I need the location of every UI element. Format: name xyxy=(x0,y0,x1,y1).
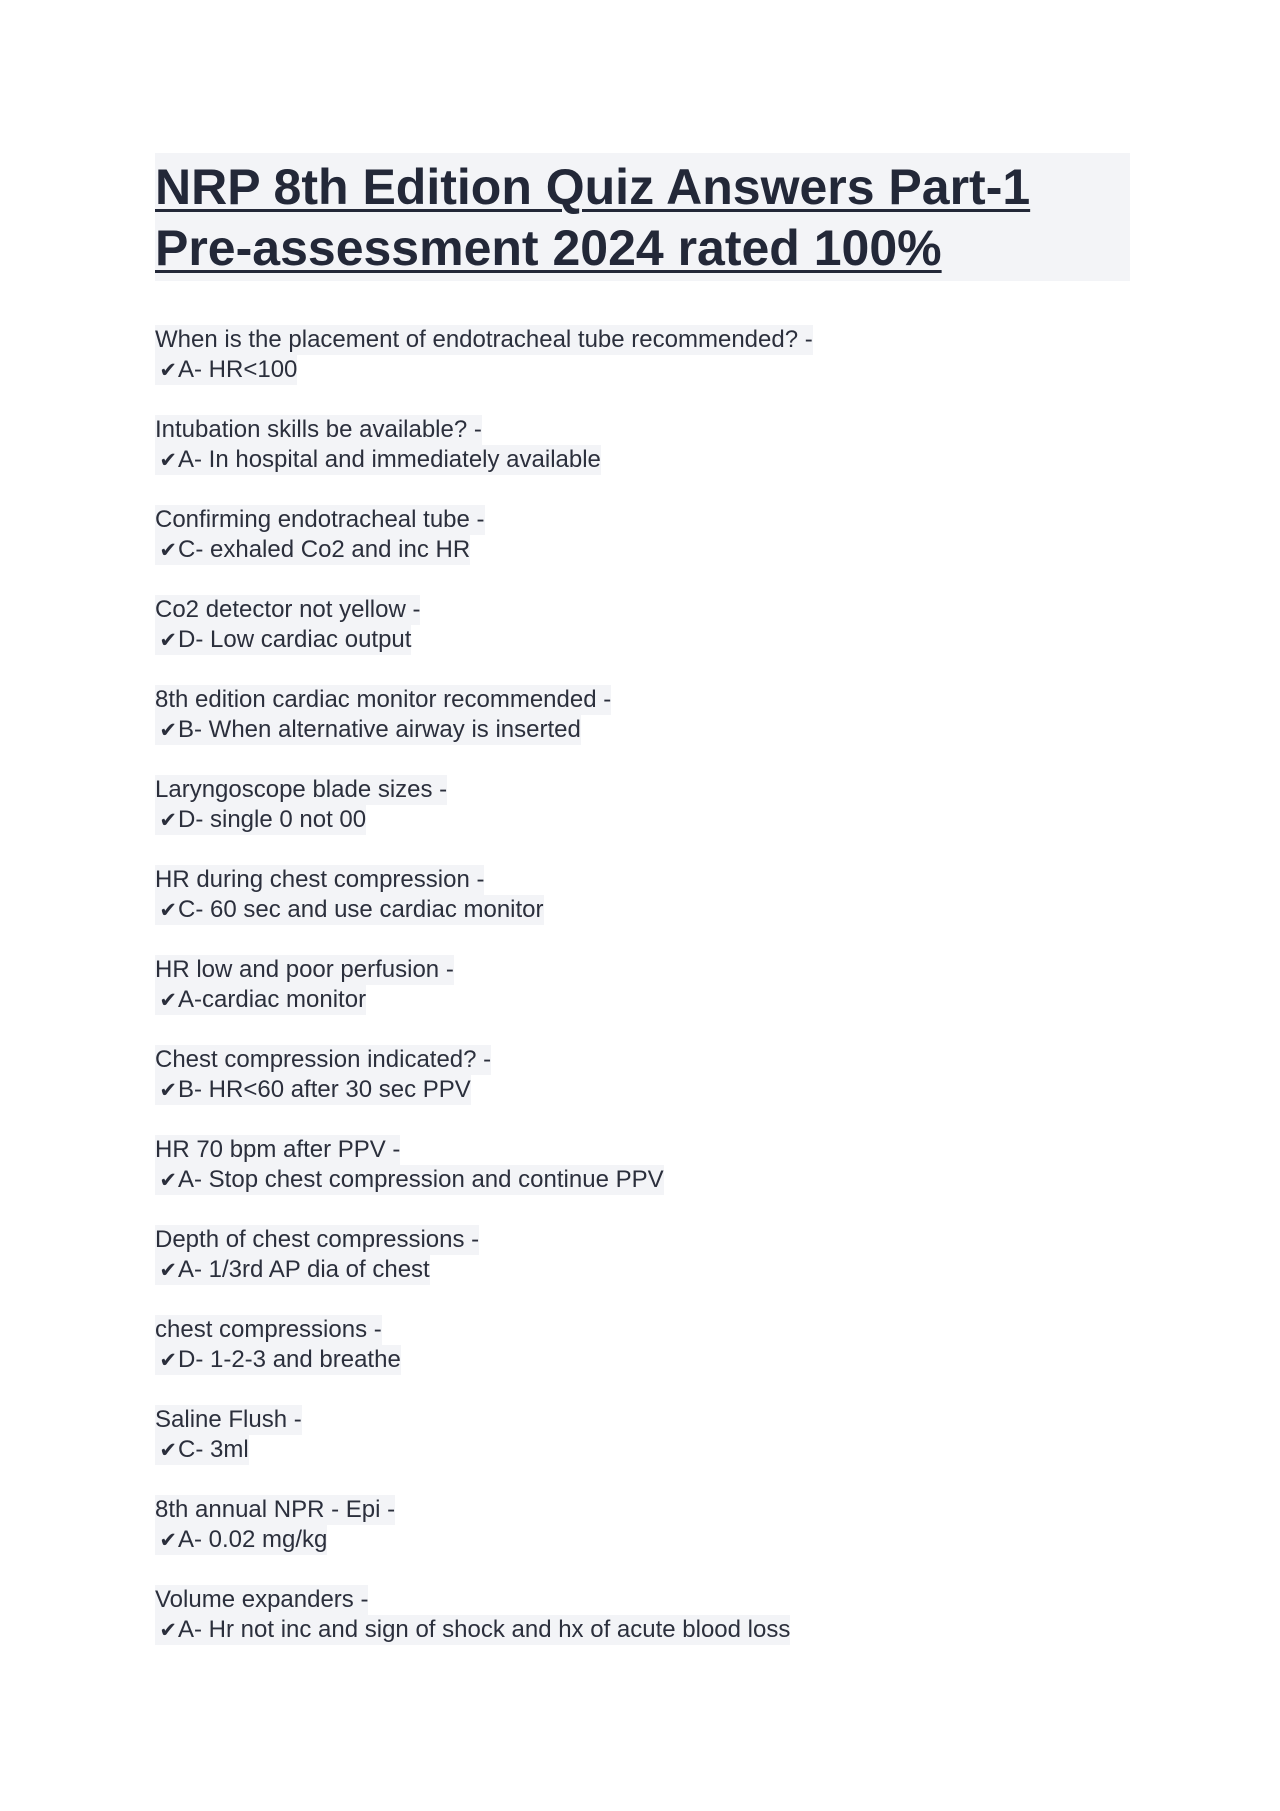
qa-item xyxy=(155,1135,1130,1195)
answer-label: A- In hospital and immediately available xyxy=(178,446,601,473)
answer-text xyxy=(155,535,470,565)
answer-text xyxy=(155,1435,249,1465)
qa-item xyxy=(155,1315,1130,1375)
answer-label: C- 60 sec and use cardiac monitor xyxy=(178,896,544,923)
answer-label: C- exhaled Co2 and inc HR xyxy=(178,536,471,563)
check-icon: ✔ xyxy=(159,448,177,472)
answer-text xyxy=(155,985,366,1015)
question-text: Volume expanders - xyxy=(155,1586,369,1613)
answer-label: A-cardiac monitor xyxy=(178,986,367,1013)
answer-text xyxy=(155,1075,471,1105)
question-text: HR during chest compression - xyxy=(155,866,485,893)
qa-item xyxy=(155,955,1130,1015)
answer-text xyxy=(155,1345,401,1375)
check-icon: ✔ xyxy=(159,628,177,652)
question-text: When is the placement of endotracheal tube recommended? - xyxy=(155,326,813,353)
question-text: Co2 detector not yellow - xyxy=(155,596,421,623)
check-icon: ✔ xyxy=(159,1258,177,1282)
check-icon: ✔ xyxy=(159,808,177,832)
answer-text xyxy=(155,715,581,745)
qa-item xyxy=(155,1585,1130,1645)
answer-text xyxy=(155,1525,327,1555)
check-icon: ✔ xyxy=(159,898,177,922)
answer-text xyxy=(155,355,297,385)
document-title: NRP 8th Edition Quiz Answers Part-1 Pre-assessment 2024 rated 100% xyxy=(155,159,1031,276)
qa-item xyxy=(155,865,1130,925)
check-icon: ✔ xyxy=(159,1438,177,1462)
answer-label: D- single 0 not 00 xyxy=(178,806,367,833)
check-icon: ✔ xyxy=(159,1528,177,1552)
question-text: Chest compression indicated? - xyxy=(155,1046,492,1073)
question-text: Intubation skills be available? - xyxy=(155,416,482,443)
question-text: chest compressions - xyxy=(155,1316,382,1343)
qa-item xyxy=(155,595,1130,655)
answer-label: A- Hr not inc and sign of shock and hx of acute blood loss xyxy=(178,1616,791,1643)
answer-label: B- HR<60 after 30 sec PPV xyxy=(178,1076,471,1103)
answer-text xyxy=(155,445,601,475)
document-page xyxy=(155,153,1130,1675)
question-text: Depth of chest compressions - xyxy=(155,1226,480,1253)
question-text: Laryngoscope blade sizes - xyxy=(155,776,448,803)
answer-label: A- 1/3rd AP dia of chest xyxy=(178,1256,430,1283)
qa-item xyxy=(155,505,1130,565)
qa-item xyxy=(155,1405,1130,1465)
answer-text xyxy=(155,805,366,835)
answer-text xyxy=(155,895,544,925)
qa-item xyxy=(155,1225,1130,1285)
check-icon: ✔ xyxy=(159,1168,177,1192)
question-text: HR 70 bpm after PPV - xyxy=(155,1136,401,1163)
qa-list xyxy=(155,325,1130,1645)
question-text: Saline Flush - xyxy=(155,1406,302,1433)
question-text: 8th edition cardiac monitor recommended - xyxy=(155,686,612,713)
qa-item xyxy=(155,415,1130,475)
answer-text xyxy=(155,1165,664,1195)
question-text: HR low and poor perfusion - xyxy=(155,956,454,983)
check-icon: ✔ xyxy=(159,1348,177,1372)
qa-item xyxy=(155,775,1130,835)
check-icon: ✔ xyxy=(159,988,177,1012)
check-icon: ✔ xyxy=(159,1618,177,1642)
answer-label: A- 0.02 mg/kg xyxy=(178,1526,328,1553)
answer-label: A- HR<100 xyxy=(178,356,298,383)
qa-item xyxy=(155,325,1130,385)
answer-text xyxy=(155,1615,790,1645)
answer-label: D- 1-2-3 and breathe xyxy=(178,1346,401,1373)
answer-text xyxy=(155,625,411,655)
check-icon: ✔ xyxy=(159,718,177,742)
check-icon: ✔ xyxy=(159,358,177,382)
qa-item xyxy=(155,1495,1130,1555)
qa-item xyxy=(155,1045,1130,1105)
check-icon: ✔ xyxy=(159,1078,177,1102)
qa-item xyxy=(155,685,1130,745)
title-block xyxy=(155,153,1130,281)
answer-label: A- Stop chest compression and continue PPV xyxy=(178,1166,664,1193)
check-icon: ✔ xyxy=(159,538,177,562)
answer-text xyxy=(155,1255,430,1285)
answer-label: C- 3ml xyxy=(178,1436,249,1463)
answer-label: D- Low cardiac output xyxy=(178,626,412,653)
question-text: 8th annual NPR - Epi - xyxy=(155,1496,396,1523)
question-text: Confirming endotracheal tube - xyxy=(155,506,485,533)
answer-label: B- When alternative airway is inserted xyxy=(178,716,581,743)
